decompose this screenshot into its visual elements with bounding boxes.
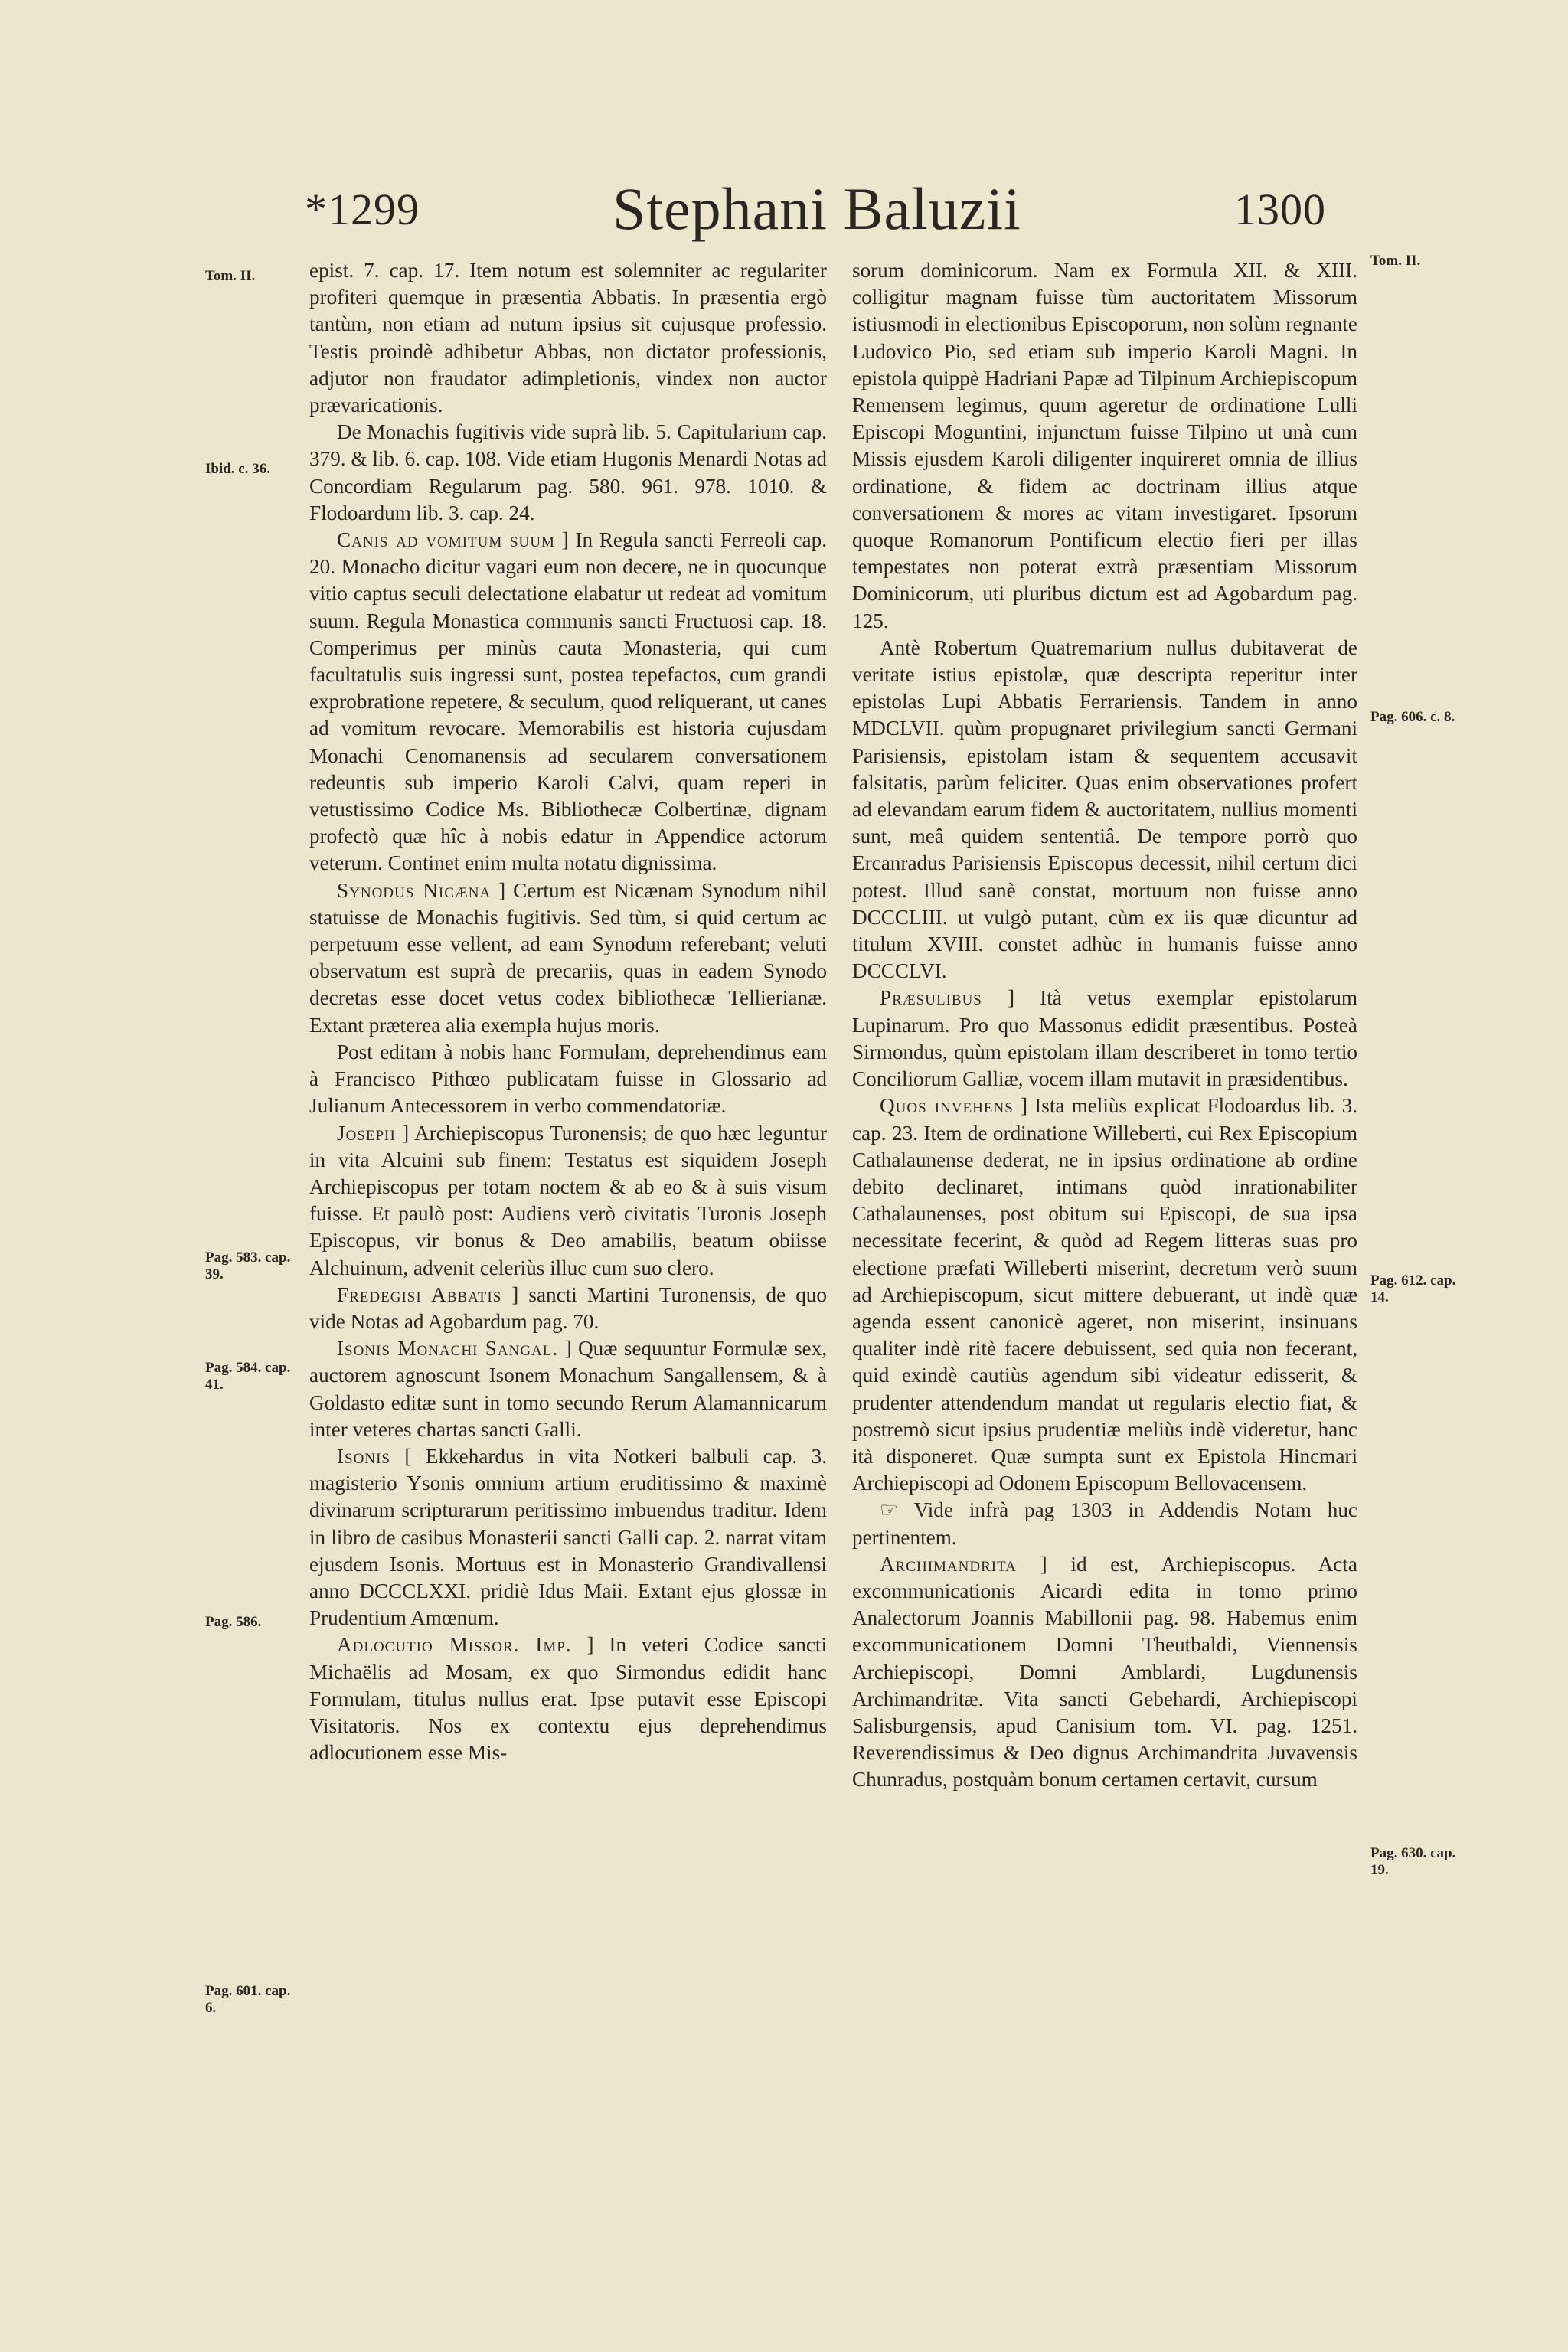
lemma: Canis ad vomitum suum: [337, 528, 555, 552]
note-text: ] In veteri Codice sancti Michaëlis ad Mosam, ex quo Sirmondus edidit hanc Formulam, titulus nullus erat. Ipse putavit esse Episcopi Visitatoris. Nos ex contextu ejus deprehendimus adlocutionem esse Mis-: [309, 1633, 828, 1765]
note-text: ] id est, Archiepiscopus. Acta excommunicationis Aicardi edita in tomo primo Analectorum Joannis Mabillonii pag. 98. Habemus enim excommunicationem Domni Theutbaldi, Viennensis Archiepiscopi, Domni Amblardi, Lugdunensis Archimandritæ. Vita sancti Gebehardi, Archiepiscopi Salisburgensis, apud Canisium tom. VI. pag. 1251. Reverendissimus & Deo dignus Archimandrita Juvavensis Chunradus, postquàm bonum certamen certavit, cursum: [852, 1552, 1357, 1792]
note-text: ] Ità vetus exemplar epistolarum Lupinarum. Pro quo Massonus edidit præsentibus. Posteà Sirmondus, quùm epistolam illam describeret in tomo tertio Conciliorum Galliæ, vocem illam mutavit in præsidentibus.: [852, 986, 1358, 1091]
margin-note-pag630: Pag. 630. cap. 19.: [1370, 1845, 1456, 1878]
margin-note-pag601: Pag. 601. cap. 6.: [205, 1983, 291, 2016]
paragraph: [309, 527, 827, 877]
page-number-left: *1299: [305, 185, 420, 234]
note-text: ] Quæ sequuntur Formulæ sex, auctorem agnoscunt Isonem Monachum Sangallensem, & à Goldasto editæ sunt in tomo secundo Rerum Alamannicarum inter veteres chartas sancti Galli.: [309, 1337, 828, 1441]
paragraph: [309, 1632, 827, 1766]
paragraph: Post editam à nobis hanc Formulam, deprehendimus eam à Francisco Pithœo publicatam fuisse in Glossario ad Julianum Antecessorem in verbo commendatoriæ.: [309, 1040, 827, 1118]
margin-note-pag606: Pag. 606. c. 8.: [1370, 709, 1455, 725]
lemma: Isonis: [337, 1444, 390, 1468]
lemma: Quos invehens: [880, 1094, 1014, 1118]
note-text: ] Ista meliùs explicat Flodoardus lib. 3. cap. 23. Item de ordinatione Willeberti, cui Rex Episcopium Cathalaunense dederat, ne in ipsius ordinatione ab ordine debito declinaret, intimans quòd inrationabiliter Cathalaunenses, post obitum sui Episcopi, de sua ipsa necessitate fecerint, & quòd ad Regem litteras suas pro electione præfati Willeberti miserint, decretum verò suum ad Archiepiscopum, sicut mittere debuerant, ut indè quæ agenda essent canonicè ageret, non miserint, insinuans qualiter indè ritè facere debuissent, sed quia non fecerant, quid exindè cautiùs agendum sibi videatur edisserit, & prudenter attendendum mandat ut regularis electio fiat, & postremò sicut ipsius prudentiæ meliùs indè videretur, hanc ità disponeret. Quæ sumpta sunt ex Epistola Hincmari Archiepiscopi ad Odonem Episcopum Bellovacensem.: [852, 1094, 1358, 1495]
paragraph: [309, 1282, 827, 1335]
paragraph: Antè Robertum Quatremarium nullus dubitaverat de veritate istius epistolæ, quæ descripta reperitur inter epistolas Lupi Abbatis Ferrariensis. Tandem in anno MDCLVII. quùm propugnaret privilegium sancti Germani Parisiensis, epistolam istam & sequentem accusavit falsitatis, parùm feliciter. Quas enim observationes profert ad elevandam earum fidem & auctoritatem, nullius momenti sunt, meâ quidem sententiâ. De tempore porrò quo Ercanradus Parisiensis Episcopus decessit, nihil certum dici potest. Illud sanè constat, mortuum non fuisse anno DCCCLIII. ut vulgò putant, cùm ex iis quæ dicuntur ad titulum XVIII. constet adhùc in humanis fuisse anno DCCCLVI.: [852, 635, 1357, 983]
margin-note-pag584: Pag. 584. cap. 41.: [205, 1360, 291, 1393]
note-text: ] sancti Martini Turonensis, de quo vide Notas ad Agobardum pag. 70.: [309, 1282, 827, 1333]
margin-note-pag586: Pag. 586.: [205, 1614, 262, 1630]
margin-note-tom-right: Tom. II.: [1370, 253, 1421, 269]
lemma: Archimandrita: [880, 1552, 1017, 1576]
note-text: [ Ekkehardus in vita Notkeri balbuli cap. 3. magisterio Ysonis omnium artium eruditissimo & maximè divinarum scripturarum peritissimo imbuendus traditur. Idem in libro de casibus Monasterii sancti Galli cap. 2. narrat vitam ejusdem Isonis. Mortuus est in Monasterio Grandivallensi anno DCCCLXXI. pridiè Idus Maii. Extant ejus glossæ in Prudentium Amœnum.: [309, 1444, 827, 1630]
lemma: Joseph: [337, 1121, 396, 1145]
lemma: Fredegisi Abbatis: [337, 1282, 502, 1306]
lemma: Præsulibus: [880, 986, 982, 1010]
note-text: ] In Regula sancti Ferreoli cap. 20. Monacho dicitur vagari eum non decere, ne in quocunque vitio captus seculi delectatione elabatur ut redeat ad vomitum suum. Regula Monastica communis sancti Fructuosi cap. 18. Comperimus per minùs cauta Monasteria, qui cum facultatulis suis ingressi sunt, postea tepefactos, cum grandi exprobratione repetere, & seculum, quod reliquerant, ut canes ad vomitum revocare. Memorabilis est historia cujusdam Monachi Cenomanensis ad secularem conversationem redeuntis sub imperio Karoli Calvi, quam reperi in vetustissimo Codice Ms. Bibliothecæ Colbertinæ, dignam profectò quæ hîc à nobis edatur in Appendice actorum veterum. Continet enim multa notatu dignissima.: [309, 528, 828, 875]
note-text: ] Certum est Nicænam Synodum nihil statuisse de Monachis fugitivis. Sed tùm, si quid certum ac perpetuum esse vellent, ad eam Synodum referebant; veluti observatum est suprà de precariis, quas in eadem Synodo decretas esse docet vetus codex bibliothecæ Tellierianæ. Extant præterea alia exempla hujus moris.: [309, 878, 828, 1037]
margin-note-pag583: Pag. 583. cap. 39.: [205, 1250, 291, 1282]
paragraph: sorum dominicorum. Nam ex Formula XII. & XIII. colligitur magnam fuisse tùm auctoritatem Missorum istiusmodi in electionibus Episcoporum, non solùm regnante Ludovico Pio, sed etiam sub imperio Karoli Magni. In epistola quippè Hadriani Papæ ad Tilpinum Archiepiscopum Remensem legimus, quum ageretur de ordinatione Lulli Episcopi Moguntini, injunctum fuisse Tilpino ut unà cum Missis ejusdem Karoli diligenter inquireret omnia de illius ordinatione, & fidem ac doctrinam illius atque conversationem & mores ac vitam investigaret. Ipsorum quoque Romanorum Pontificum electio fieri per illas tempestates non poterat extrà præsentiam Missorum Dominicorum, uti pluribus dictum est ad Agobardum pag. 125.: [852, 259, 1357, 632]
lemma: Isonis Monachi Sangal.: [337, 1337, 559, 1361]
paragraph: De Monachis fugitivis vide suprà lib. 5. Capitularium cap. 379. & lib. 6. cap. 108. Vide etiam Hugonis Menardi Notas ad Concordiam Regularum pag. 580. 961. 978. 1010. & Flodoardum lib. 3. cap. 24.: [309, 420, 827, 524]
right-column: [852, 257, 1357, 1794]
lemma: Adlocutio Missor. Imp.: [337, 1633, 572, 1657]
page-number-right: 1300: [1234, 185, 1326, 234]
paragraph: epist. 7. cap. 17. Item notum est solemniter ac regulariter profiteri quemque in præsentia Abbatis. In præsentia ergò tantùm, non etiam ad nutum ipsius sit cujusque professio. Testis proindè adhibetur Abbas, non dictator professionis, adjutor non fraudator adimpletionis, vindex non auctor prævaricationis.: [309, 259, 827, 417]
margin-note-tom-left: Tom. II.: [205, 268, 256, 284]
margin-note-pag612: Pag. 612. cap. 14.: [1370, 1272, 1456, 1305]
paragraph: [309, 1120, 827, 1282]
lemma: Synodus Nicæna: [337, 878, 492, 902]
running-title: Stephani Baluzii: [612, 175, 1021, 242]
note-text: ] Archiepiscopus Turonensis; de quo hæc leguntur in vita Alcuini sub finem: Testatus est siquidem Joseph Archiepiscopus per totam noctem & ab eo & à suis visum fuisse. Et paulò post: Audiens verò civitatis Turonis Joseph Episcopus, vir bonus & Deo amabilis, beatum obiisse Alchuinum, advenit celeriùs illuc cum suo clero.: [309, 1121, 827, 1279]
paragraph: [852, 1551, 1357, 1794]
left-column: [309, 257, 827, 1766]
note-text: Vide infrà pag 1303 in Addendis Notam huc pertinentem.: [852, 1498, 1357, 1549]
pointing-hand-icon: ☞: [880, 1498, 899, 1522]
paragraph: [852, 1497, 1357, 1550]
paragraph: [309, 877, 827, 1039]
paragraph: [852, 1093, 1357, 1497]
paragraph: [852, 985, 1357, 1093]
paragraph: [309, 1335, 827, 1443]
margin-note-ibid: Ibid. c. 36.: [205, 461, 270, 477]
paragraph: [309, 1443, 827, 1632]
